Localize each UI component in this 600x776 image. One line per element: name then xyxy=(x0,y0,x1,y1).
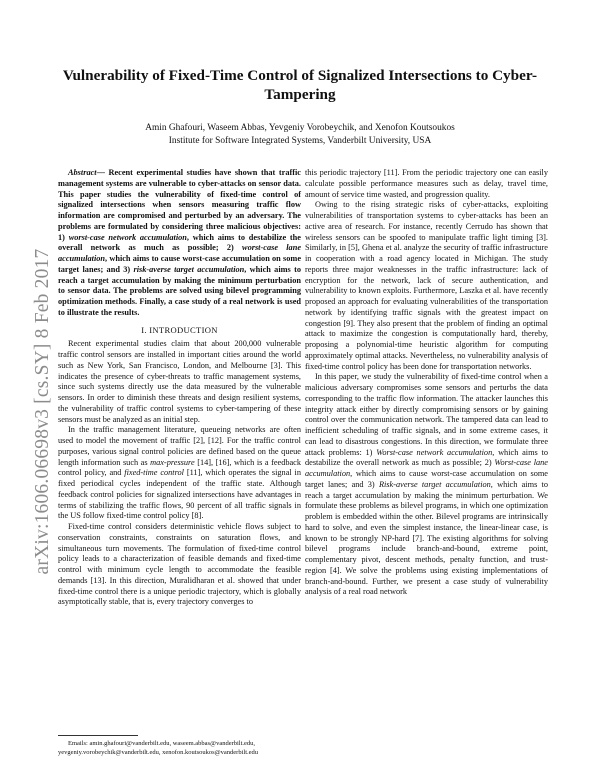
affiliation: Institute for Software Integrated Systems, Vanderbilt University, USA xyxy=(168,136,432,146)
left-column xyxy=(58,168,301,608)
intro-paragraph-3-continued: this periodic trajectory [11]. From the periodic trajectory one can easily calculate possible performance measures such as delay, travel time, amount of service time wasted, and progression quality. xyxy=(305,168,548,199)
abstract-text-2: , which aims to destabilize the overall network as much as possible; 2) xyxy=(58,232,301,253)
footnote-rule xyxy=(58,735,138,736)
intro-p5-text-d: , which aims to reach a target accumulation by making the minimum perturbation. We formulate these problems as bilevel programs, in which one optimization problem is embedded within the other. Bilevel programs are intrinsically hard to solve, and even the simplest instance, the linear-linear case, is known to be strongly NP-hard [7]. The existing algorithms for solving bilevel programs include branch-and-bound, extreme point, complementary pivot, descent methods, penalty function, and trust-region [4]. We solve the problems using existing implementations of branch-and-bound. Further, we present a case study of vulnerability analysis of a real road network xyxy=(305,479,548,597)
intro-paragraph-1: Recent experimental studies claim that about 200,000 vulnerable traffic control sensors are installed in important cities around the world such as New York, San Francisco, London, and Melbourne [3]. This indicates the presence of cyber-threats to traffic management systems, since such systems directly use the data measured by the vulnerable sensors. In order to diminish these threats and design resilient systems, the vulnerability of traffic control systems to cyber-tampering of these sensors must be analyzed as an initial step. xyxy=(58,339,301,424)
abstract-text-3: , which aims to cause worst-case accumulation on some target lanes; and 3) xyxy=(58,254,301,274)
right-column xyxy=(305,168,548,598)
intro-p2-term-1: max-pressure xyxy=(150,457,195,467)
abstract-objective-1: worst-case network accumulation xyxy=(68,232,187,242)
footnote-emails: Emails: amin.ghafouri@vanderbilt.edu, waseem.abbas@vanderbilt.edu, yevgeniy.vorobeychik@vanderbilt.edu, xenofon.koutsoukos@vanderbilt.edu xyxy=(58,740,259,756)
intro-p5-term-1: Worst-case network accumulation xyxy=(376,447,493,457)
intro-p2-text-c: [11], which operates the signal in fixed periodical cycles independent of the traffic state. Although feedback control policies for signalized intersections have advantages in terms of stabilizing the traffic flows, 90 percent of all traffic signals in the US follow fixed-time control policy [8]. xyxy=(58,468,301,521)
intro-p5-term-2: Worst-case lane accumulation xyxy=(305,458,548,478)
intro-p5-text-b: , which aims to destabilize the overall network as much as possible; 2) xyxy=(305,447,549,468)
abstract-label: Abstract xyxy=(68,168,97,177)
arxiv-stamp: arXiv:1606.06698v3 [cs.SY] 8 Feb 2017 xyxy=(32,248,53,575)
intro-p5-text-c: , which aims to cause worst-case accumulation on some target lanes; and 3) xyxy=(305,469,548,489)
section-heading-introduction: I. INTRODUCTION xyxy=(141,324,218,335)
abstract xyxy=(58,168,301,319)
abstract-objective-3: risk-averse target accumulation xyxy=(133,264,245,274)
intro-paragraph-4: Owing to the rising strategic risks of cyber-attacks, exploiting vulnerabilities of transportation systems to cyber-attacks has been an active area of research. For instance, recently Cerrudo has shown that wireless sensors can be spoofed to manipulate traffic light timing [3]. Similarly, in [5], Ghena et al. analyze the security of traffic infrastructure in cooperation with a road agency located in Michigan. The study reports three major weaknesses in the traffic infrastructure: lack of encryption for the network, lack of secure authentication, and vulnerability to known exploits. Furthermore, Laszka et al. have recently proposed an approach for evaluating vulnerabilities of the transportation network by identifying traffic signals with the greatest impact on congestion [9]. They also present that the problem of finding an optimal attack to maximize the congestion is computationally hard, thereby, proposing a polynomial-time heuristic algorithm for computing approximately optimal attacks. Nevertheless, no vulnerability analysis of fixed-time control policy has been done for transportation networks. xyxy=(305,200,548,371)
intro-paragraph-3: Fixed-time control considers deterministic vehicle flows subject to conservation constraints, constraints on saturation flows, and simultaneous turn movements. The formulation of fixed-time control policy leads to a characterization of feasible demands and fixed-time control with minimum cycle length to accommodate the feasible demands [13]. In this direction, Muralidharan et al. showed that under fixed-time control there is a unique periodic trajectory, which is globally asymptotically stable, that is, every trajectory converges to xyxy=(58,522,301,607)
abstract-objective-2: worst-case lane accumulation xyxy=(58,243,301,263)
intro-p2-text-a: In the traffic management literature, queueing networks are often used to model the movement of traffic [2], [12]. For the traffic control purposes, various signal control policies are defined based on the queue length information such as xyxy=(58,425,301,467)
intro-p2-text-b: [14], [16], which is a feedback control policy, and xyxy=(58,457,302,478)
abstract-text-4: , which aims to reach a target accumulation by making the minimum perturbation to sensor data. The problems are solved using bilevel programming optimization methods. Finally, a case study of a real network is used to illustrate the results. xyxy=(58,264,301,317)
paper-title: Vulnerability of Fixed-Time Control of Signalized Intersections to Cyber-Tampering xyxy=(62,67,538,103)
author-block xyxy=(60,122,540,148)
intro-paragraph-5 xyxy=(305,372,548,598)
author-list: Amin Ghafouri, Waseem Abbas, Yevgeniy Vorobeychik, and Xenofon Koutsoukos xyxy=(145,123,455,133)
intro-paragraph-2 xyxy=(58,425,301,522)
intro-p2-term-2: fixed-time control xyxy=(124,468,184,478)
abstract-text-1: — Recent experimental studies have shown that traffic management systems are vulnerable to cyber-attacks on sensor data. This paper studies the vulnerability of fixed-time control of signalized intersections when sensors measuring traffic flow information are compromised and perturbed by an adversary. The problems are formulated by considering three malicious objectives: 1) xyxy=(58,168,301,242)
intro-p5-text-a: In this paper, we study the vulnerability of fixed-time control when a malicious adversary compromises some sensors and perturbs the data corresponding to the traffic flow information. The attacker launches this integrity attack either by directly compromising sensors or by gaining control over the communication network. The tampered data can lead to inefficient scheduling of traffic signals, and in some extreme cases, it can lead to disastrous congestions. In this direction, we formulate three attack problems: 1) xyxy=(305,372,548,457)
intro-p5-term-3: Risk-averse target accumulation xyxy=(378,479,491,489)
